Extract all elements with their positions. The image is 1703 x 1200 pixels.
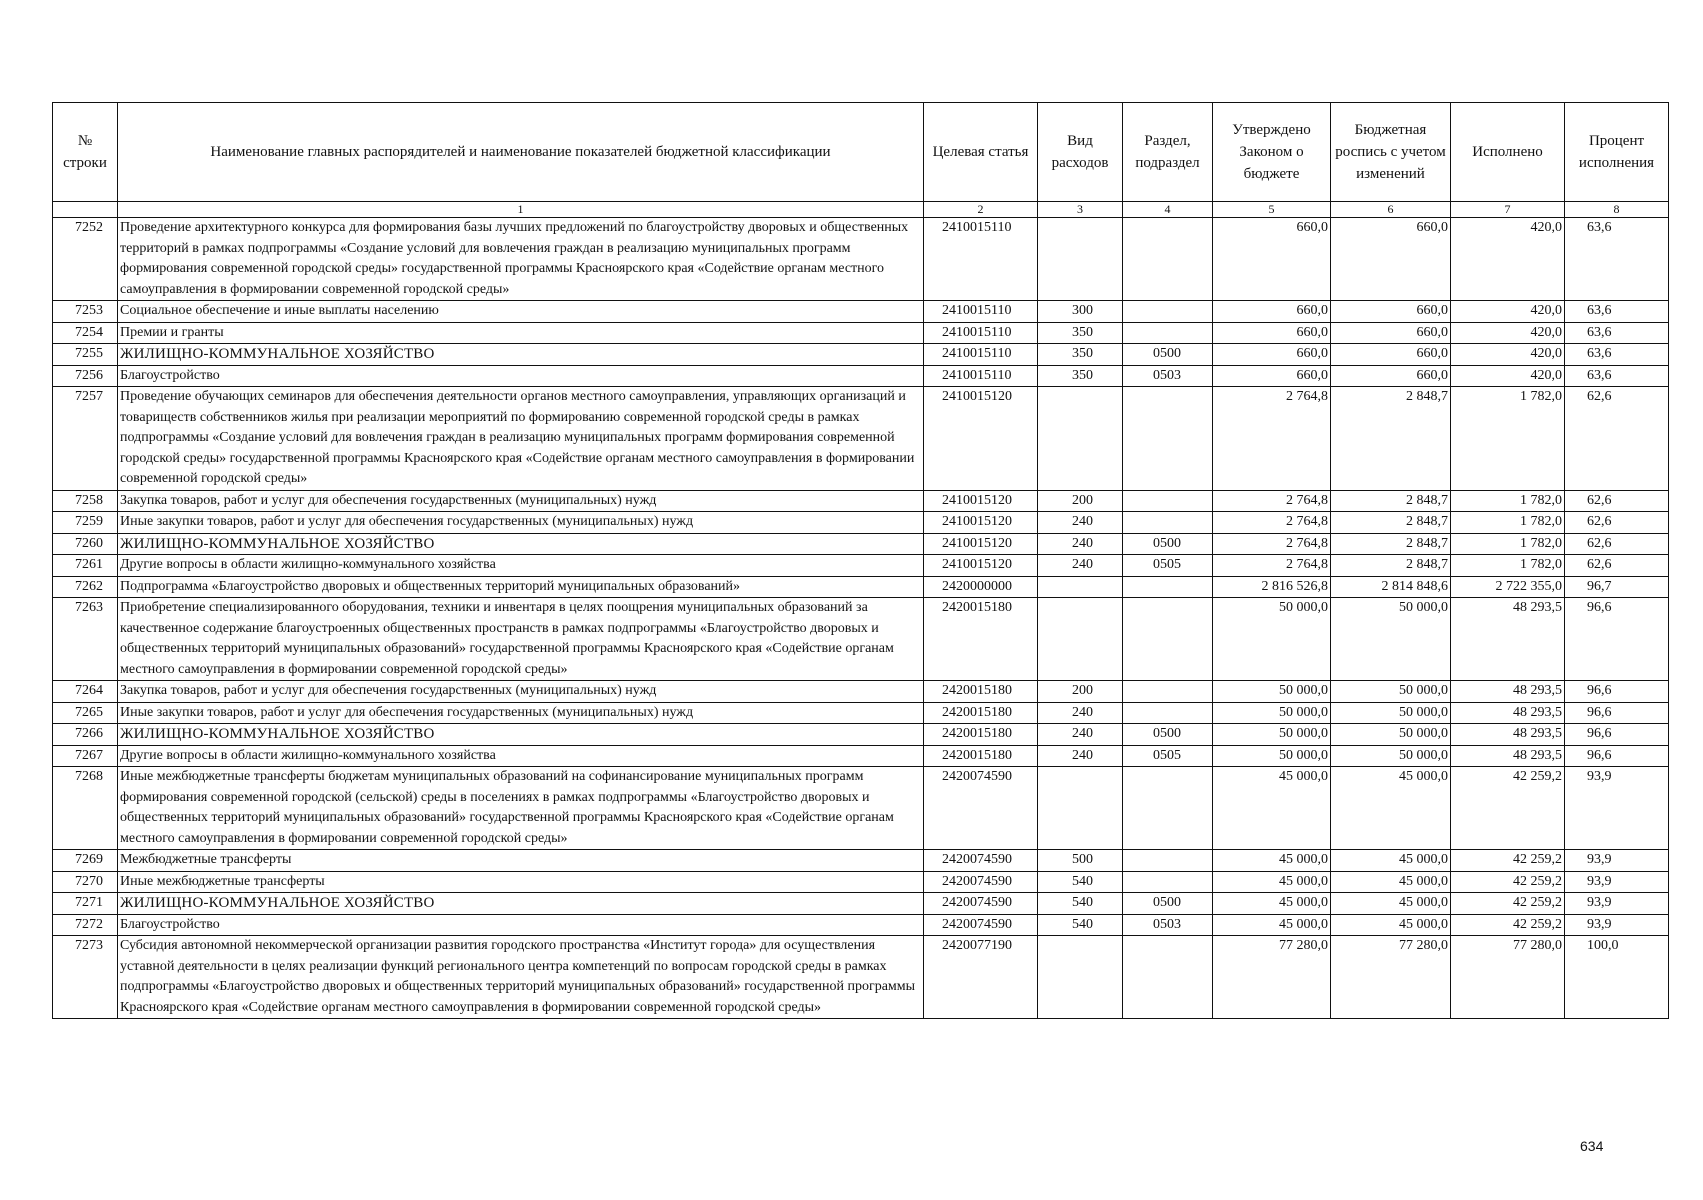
section-cell <box>1123 871 1213 893</box>
percent-cell: 96,6 <box>1565 724 1669 746</box>
expense-type-cell: 540 <box>1038 871 1123 893</box>
executed-cell: 48 293,5 <box>1451 702 1565 724</box>
expense-type-cell <box>1038 387 1123 491</box>
budget-schedule-cell: 2 848,7 <box>1331 490 1451 512</box>
target-article-cell: 2410015120 <box>924 533 1038 555</box>
row-number-cell: 7262 <box>53 576 118 598</box>
expense-type-cell: 200 <box>1038 681 1123 703</box>
executed-cell: 48 293,5 <box>1451 724 1565 746</box>
header-section: Раздел, подраздел <box>1123 103 1213 202</box>
percent-cell: 63,6 <box>1565 344 1669 366</box>
table-row <box>53 681 1669 703</box>
header-percent: Процент исполнения <box>1565 103 1669 202</box>
target-article-cell: 2420074590 <box>924 914 1038 936</box>
percent-cell: 63,6 <box>1565 301 1669 323</box>
expense-type-cell: 240 <box>1038 745 1123 767</box>
row-name-cell: Иные межбюджетные трансферты <box>118 871 924 893</box>
table-row <box>53 365 1669 387</box>
percent-cell: 96,6 <box>1565 598 1669 681</box>
executed-cell: 1 782,0 <box>1451 555 1565 577</box>
section-cell: 0500 <box>1123 893 1213 915</box>
target-article-cell: 2410015120 <box>924 490 1038 512</box>
row-name-cell: Субсидия автономной некоммерческой организации развития городского пространства «Институт города» для осуществления уставной деятельности в целях реализации функций регионального центра компетенций по вопросам городской среды в рамках подпрограммы «Благоустройство дворовых и общественных территорий муниципальных образований» государственной программы Красноярского края «Содействие органам местного самоуправления в формировании современной городской среды» <box>118 936 924 1019</box>
table-row <box>53 301 1669 323</box>
target-article-cell: 2420015180 <box>924 702 1038 724</box>
target-article-cell: 2410015110 <box>924 218 1038 301</box>
target-article-cell: 2420074590 <box>924 871 1038 893</box>
section-cell <box>1123 387 1213 491</box>
row-number-cell: 7272 <box>53 914 118 936</box>
row-name-cell: Благоустройство <box>118 914 924 936</box>
approved-cell: 45 000,0 <box>1213 893 1331 915</box>
row-number-cell: 7273 <box>53 936 118 1019</box>
executed-cell: 1 782,0 <box>1451 387 1565 491</box>
approved-cell: 50 000,0 <box>1213 681 1331 703</box>
section-cell: 0505 <box>1123 745 1213 767</box>
percent-cell: 96,6 <box>1565 681 1669 703</box>
executed-cell: 42 259,2 <box>1451 914 1565 936</box>
column-number: 7 <box>1451 202 1565 218</box>
column-number: 3 <box>1038 202 1123 218</box>
percent-cell: 100,0 <box>1565 936 1669 1019</box>
row-number-cell: 7271 <box>53 893 118 915</box>
row-number-cell: 7253 <box>53 301 118 323</box>
expense-type-cell: 240 <box>1038 702 1123 724</box>
header-target-article: Целевая статья <box>924 103 1038 202</box>
column-number: 6 <box>1331 202 1451 218</box>
target-article-cell: 2410015110 <box>924 322 1038 344</box>
percent-cell: 62,6 <box>1565 387 1669 491</box>
expense-type-cell: 350 <box>1038 365 1123 387</box>
table-header-row <box>53 103 1669 202</box>
table-body <box>53 218 1669 1019</box>
row-name-cell: Закупка товаров, работ и услуг для обеспечения государственных (муниципальных) нужд <box>118 681 924 703</box>
row-name-cell: Иные закупки товаров, работ и услуг для обеспечения государственных (муниципальных) нужд <box>118 702 924 724</box>
budget-schedule-cell: 50 000,0 <box>1331 702 1451 724</box>
percent-cell: 63,6 <box>1565 322 1669 344</box>
executed-cell: 48 293,5 <box>1451 745 1565 767</box>
column-number: 8 <box>1565 202 1669 218</box>
row-number-cell: 7254 <box>53 322 118 344</box>
row-number-cell: 7252 <box>53 218 118 301</box>
row-number-cell: 7257 <box>53 387 118 491</box>
row-name-cell: ЖИЛИЩНО-КОММУНАЛЬНОЕ ХОЗЯЙСТВО <box>118 724 924 746</box>
row-name-cell: ЖИЛИЩНО-КОММУНАЛЬНОЕ ХОЗЯЙСТВО <box>118 893 924 915</box>
section-cell <box>1123 681 1213 703</box>
row-number-cell: 7265 <box>53 702 118 724</box>
section-cell <box>1123 322 1213 344</box>
percent-cell: 93,9 <box>1565 914 1669 936</box>
executed-cell: 42 259,2 <box>1451 767 1565 850</box>
section-cell: 0503 <box>1123 365 1213 387</box>
executed-cell: 1 782,0 <box>1451 533 1565 555</box>
expense-type-cell <box>1038 576 1123 598</box>
header-expense-type: Вид расходов <box>1038 103 1123 202</box>
approved-cell: 2 764,8 <box>1213 387 1331 491</box>
expense-type-cell <box>1038 767 1123 850</box>
executed-cell: 42 259,2 <box>1451 850 1565 872</box>
table-row <box>53 724 1669 746</box>
budget-schedule-cell: 50 000,0 <box>1331 598 1451 681</box>
row-number-cell: 7269 <box>53 850 118 872</box>
section-cell: 0500 <box>1123 724 1213 746</box>
executed-cell: 420,0 <box>1451 344 1565 366</box>
approved-cell: 50 000,0 <box>1213 745 1331 767</box>
table-row <box>53 745 1669 767</box>
approved-cell: 2 764,8 <box>1213 533 1331 555</box>
percent-cell: 62,6 <box>1565 555 1669 577</box>
section-cell <box>1123 767 1213 850</box>
budget-schedule-cell: 660,0 <box>1331 301 1451 323</box>
section-cell <box>1123 490 1213 512</box>
executed-cell: 42 259,2 <box>1451 893 1565 915</box>
header-name: Наименование главных распорядителей и наименование показателей бюджетной классификации <box>118 103 924 202</box>
row-name-cell: Иные закупки товаров, работ и услуг для обеспечения государственных (муниципальных) нужд <box>118 512 924 534</box>
budget-schedule-cell: 45 000,0 <box>1331 893 1451 915</box>
expense-type-cell: 300 <box>1038 301 1123 323</box>
executed-cell: 48 293,5 <box>1451 681 1565 703</box>
target-article-cell: 2410015120 <box>924 387 1038 491</box>
row-name-cell: Благоустройство <box>118 365 924 387</box>
expense-type-cell <box>1038 218 1123 301</box>
target-article-cell: 2410015110 <box>924 301 1038 323</box>
row-number-cell: 7258 <box>53 490 118 512</box>
section-cell <box>1123 598 1213 681</box>
expense-type-cell: 240 <box>1038 512 1123 534</box>
page-number: 634 <box>1580 1138 1604 1154</box>
table-row <box>53 218 1669 301</box>
percent-cell: 96,7 <box>1565 576 1669 598</box>
target-article-cell: 2420074590 <box>924 850 1038 872</box>
row-name-cell: Подпрограмма «Благоустройство дворовых и общественных территорий муниципальных образований» <box>118 576 924 598</box>
expense-type-cell: 350 <box>1038 344 1123 366</box>
target-article-cell: 2410015110 <box>924 344 1038 366</box>
table-row <box>53 914 1669 936</box>
target-article-cell: 2410015120 <box>924 555 1038 577</box>
header-approved: Утверждено Законом о бюджете <box>1213 103 1331 202</box>
header-budget-schedule: Бюджетная роспись с учетом изменений <box>1331 103 1451 202</box>
approved-cell: 50 000,0 <box>1213 702 1331 724</box>
table-row <box>53 598 1669 681</box>
row-name-cell: Премии и гранты <box>118 322 924 344</box>
column-number <box>53 202 118 218</box>
percent-cell: 63,6 <box>1565 365 1669 387</box>
table-row <box>53 555 1669 577</box>
expense-type-cell: 240 <box>1038 533 1123 555</box>
approved-cell: 2 764,8 <box>1213 512 1331 534</box>
expense-type-cell <box>1038 936 1123 1019</box>
column-number: 1 <box>118 202 924 218</box>
budget-schedule-cell: 2 848,7 <box>1331 533 1451 555</box>
table-row <box>53 767 1669 850</box>
header-row-number: № строки <box>53 103 118 202</box>
budget-schedule-cell: 660,0 <box>1331 322 1451 344</box>
row-name-cell: Проведение обучающих семинаров для обеспечения деятельности органов местного самоуправления, управляющих организаций и товариществ собственников жилья при реализации мероприятий по формированию современной городской среды в рамках подпрограммы «Создание условий для вовлечения граждан в реализацию муниципальных программ формирования современной городской среды» государственной программы Красноярского края «Содействие органам местного самоуправления в формировании современной городской среды» <box>118 387 924 491</box>
budget-schedule-cell: 660,0 <box>1331 218 1451 301</box>
row-name-cell: ЖИЛИЩНО-КОММУНАЛЬНОЕ ХОЗЯЙСТВО <box>118 344 924 366</box>
table-row <box>53 322 1669 344</box>
table-row <box>53 850 1669 872</box>
expense-type-cell <box>1038 598 1123 681</box>
target-article-cell: 2410015110 <box>924 365 1038 387</box>
budget-schedule-cell: 50 000,0 <box>1331 724 1451 746</box>
section-cell: 0500 <box>1123 344 1213 366</box>
approved-cell: 45 000,0 <box>1213 850 1331 872</box>
percent-cell: 93,9 <box>1565 893 1669 915</box>
expense-type-cell: 500 <box>1038 850 1123 872</box>
approved-cell: 660,0 <box>1213 301 1331 323</box>
percent-cell: 63,6 <box>1565 218 1669 301</box>
budget-table <box>52 102 1669 1019</box>
approved-cell: 50 000,0 <box>1213 598 1331 681</box>
budget-schedule-cell: 660,0 <box>1331 344 1451 366</box>
row-name-cell: Иные межбюджетные трансферты бюджетам муниципальных образований на софинансирование муниципальных программ формирования современной городской (сельской) среды в поселениях в рамках подпрограммы «Благоустройство дворовых и общественных территорий муниципальных образований» государственной программы Красноярского края «Содействие органам местного самоуправления в формировании современной городской среды» <box>118 767 924 850</box>
executed-cell: 420,0 <box>1451 322 1565 344</box>
executed-cell: 77 280,0 <box>1451 936 1565 1019</box>
table-row <box>53 576 1669 598</box>
executed-cell: 420,0 <box>1451 218 1565 301</box>
row-number-cell: 7268 <box>53 767 118 850</box>
row-number-cell: 7263 <box>53 598 118 681</box>
target-article-cell: 2420074590 <box>924 767 1038 850</box>
section-cell <box>1123 218 1213 301</box>
table-row <box>53 893 1669 915</box>
expense-type-cell: 240 <box>1038 555 1123 577</box>
executed-cell: 1 782,0 <box>1451 490 1565 512</box>
approved-cell: 660,0 <box>1213 322 1331 344</box>
header-executed: Исполнено <box>1451 103 1565 202</box>
budget-schedule-cell: 45 000,0 <box>1331 767 1451 850</box>
row-name-cell: Закупка товаров, работ и услуг для обеспечения государственных (муниципальных) нужд <box>118 490 924 512</box>
target-article-cell: 2420015180 <box>924 745 1038 767</box>
expense-type-cell: 540 <box>1038 914 1123 936</box>
table-row <box>53 387 1669 491</box>
table-row <box>53 344 1669 366</box>
percent-cell: 62,6 <box>1565 533 1669 555</box>
table-row <box>53 533 1669 555</box>
row-number-cell: 7267 <box>53 745 118 767</box>
section-cell <box>1123 512 1213 534</box>
budget-schedule-cell: 2 848,7 <box>1331 387 1451 491</box>
budget-schedule-cell: 50 000,0 <box>1331 745 1451 767</box>
table-row <box>53 512 1669 534</box>
expense-type-cell: 200 <box>1038 490 1123 512</box>
target-article-cell: 2420077190 <box>924 936 1038 1019</box>
executed-cell: 420,0 <box>1451 365 1565 387</box>
percent-cell: 62,6 <box>1565 512 1669 534</box>
section-cell <box>1123 850 1213 872</box>
section-cell: 0500 <box>1123 533 1213 555</box>
approved-cell: 77 280,0 <box>1213 936 1331 1019</box>
approved-cell: 45 000,0 <box>1213 914 1331 936</box>
percent-cell: 93,9 <box>1565 767 1669 850</box>
budget-schedule-cell: 77 280,0 <box>1331 936 1451 1019</box>
approved-cell: 660,0 <box>1213 218 1331 301</box>
row-number-cell: 7270 <box>53 871 118 893</box>
section-cell <box>1123 301 1213 323</box>
approved-cell: 45 000,0 <box>1213 767 1331 850</box>
budget-schedule-cell: 45 000,0 <box>1331 914 1451 936</box>
row-name-cell: Социальное обеспечение и иные выплаты населению <box>118 301 924 323</box>
budget-schedule-cell: 2 848,7 <box>1331 512 1451 534</box>
approved-cell: 2 764,8 <box>1213 555 1331 577</box>
budget-schedule-cell: 45 000,0 <box>1331 871 1451 893</box>
executed-cell: 48 293,5 <box>1451 598 1565 681</box>
executed-cell: 42 259,2 <box>1451 871 1565 893</box>
budget-schedule-cell: 2 814 848,6 <box>1331 576 1451 598</box>
row-number-cell: 7255 <box>53 344 118 366</box>
section-cell <box>1123 576 1213 598</box>
column-number-row <box>53 202 1669 218</box>
row-name-cell: Проведение архитектурного конкурса для формирования базы лучших предложений по благоустройству дворовых и общественных территорий в рамках подпрограммы «Создание условий для вовлечения граждан в реализацию муниципальных программ формирования современной городской среды» государственной программы Красноярского края «Содействие органам местного самоуправления в формировании современной городской среды» <box>118 218 924 301</box>
approved-cell: 2 816 526,8 <box>1213 576 1331 598</box>
row-number-cell: 7264 <box>53 681 118 703</box>
row-name-cell: Другие вопросы в области жилищно-коммунального хозяйства <box>118 555 924 577</box>
budget-schedule-cell: 660,0 <box>1331 365 1451 387</box>
target-article-cell: 2410015120 <box>924 512 1038 534</box>
row-number-cell: 7261 <box>53 555 118 577</box>
row-number-cell: 7266 <box>53 724 118 746</box>
approved-cell: 660,0 <box>1213 344 1331 366</box>
executed-cell: 420,0 <box>1451 301 1565 323</box>
budget-schedule-cell: 50 000,0 <box>1331 681 1451 703</box>
column-number: 2 <box>924 202 1038 218</box>
row-name-cell: Приобретение специализированного оборудования, техники и инвентаря в целях поощрения муниципальных образований за качественное содержание благоустроенных общественных пространств в рамках подпрограммы «Благоустройство дворовых и общественных территорий муниципальных образований» государственной программы Красноярского края «Содействие органам местного самоуправления в формировании современной городской среды» <box>118 598 924 681</box>
budget-schedule-cell: 2 848,7 <box>1331 555 1451 577</box>
approved-cell: 50 000,0 <box>1213 724 1331 746</box>
row-name-cell: ЖИЛИЩНО-КОММУНАЛЬНОЕ ХОЗЯЙСТВО <box>118 533 924 555</box>
approved-cell: 45 000,0 <box>1213 871 1331 893</box>
section-cell <box>1123 936 1213 1019</box>
table-row <box>53 936 1669 1019</box>
executed-cell: 2 722 355,0 <box>1451 576 1565 598</box>
section-cell: 0503 <box>1123 914 1213 936</box>
column-number: 5 <box>1213 202 1331 218</box>
expense-type-cell: 540 <box>1038 893 1123 915</box>
table-row <box>53 871 1669 893</box>
percent-cell: 93,9 <box>1565 850 1669 872</box>
row-name-cell: Другие вопросы в области жилищно-коммунального хозяйства <box>118 745 924 767</box>
executed-cell: 1 782,0 <box>1451 512 1565 534</box>
target-article-cell: 2420000000 <box>924 576 1038 598</box>
percent-cell: 93,9 <box>1565 871 1669 893</box>
row-name-cell: Межбюджетные трансферты <box>118 850 924 872</box>
row-number-cell: 7256 <box>53 365 118 387</box>
target-article-cell: 2420074590 <box>924 893 1038 915</box>
approved-cell: 2 764,8 <box>1213 490 1331 512</box>
target-article-cell: 2420015180 <box>924 724 1038 746</box>
table-row <box>53 490 1669 512</box>
table-row <box>53 702 1669 724</box>
column-number: 4 <box>1123 202 1213 218</box>
expense-type-cell: 240 <box>1038 724 1123 746</box>
row-number-cell: 7259 <box>53 512 118 534</box>
row-number-cell: 7260 <box>53 533 118 555</box>
target-article-cell: 2420015180 <box>924 598 1038 681</box>
section-cell <box>1123 702 1213 724</box>
percent-cell: 96,6 <box>1565 702 1669 724</box>
percent-cell: 96,6 <box>1565 745 1669 767</box>
budget-schedule-cell: 45 000,0 <box>1331 850 1451 872</box>
percent-cell: 62,6 <box>1565 490 1669 512</box>
section-cell: 0505 <box>1123 555 1213 577</box>
approved-cell: 660,0 <box>1213 365 1331 387</box>
target-article-cell: 2420015180 <box>924 681 1038 703</box>
expense-type-cell: 350 <box>1038 322 1123 344</box>
